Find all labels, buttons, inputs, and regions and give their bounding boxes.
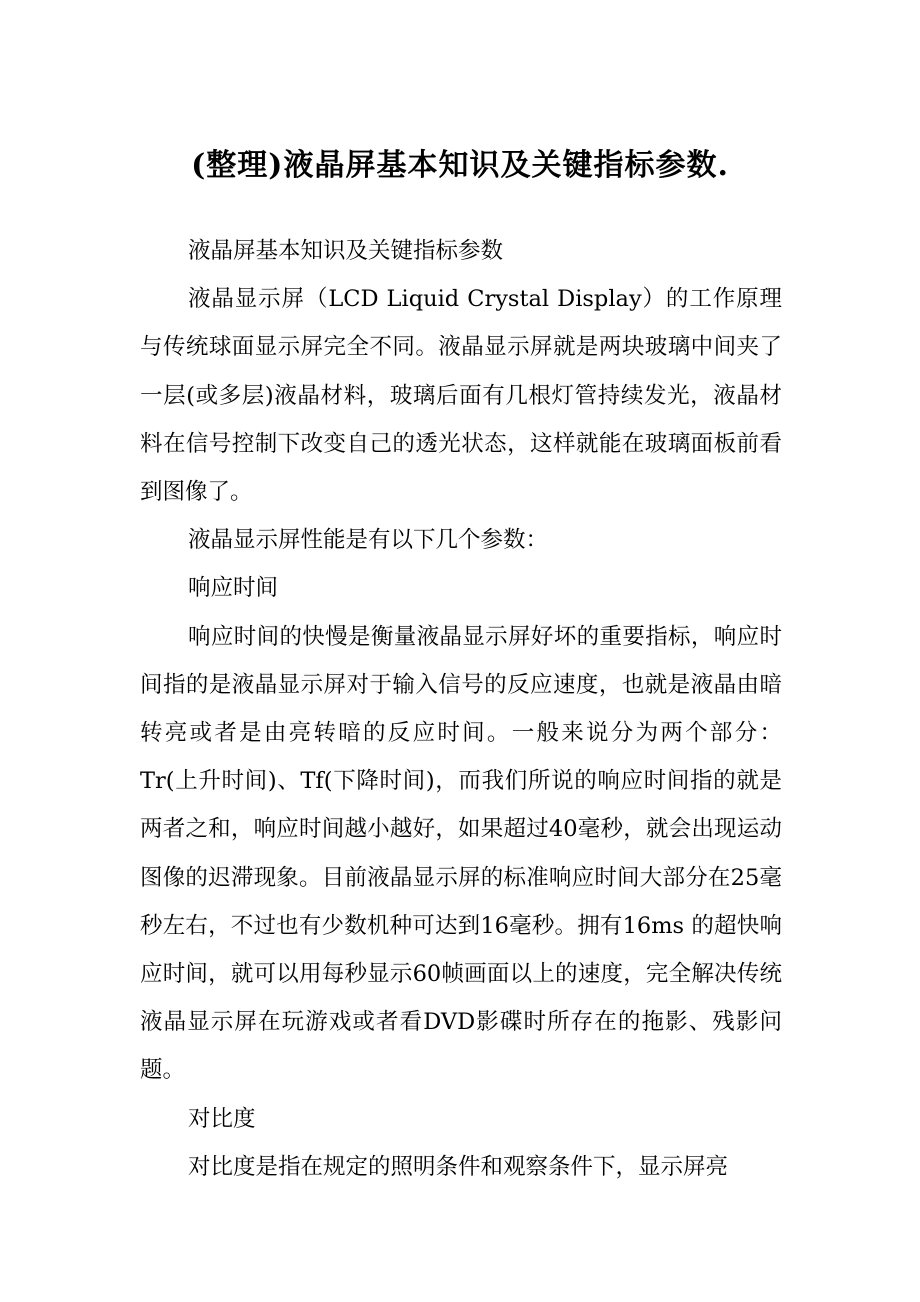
paragraph-response-time: 响应时间的快慢是衡量液晶显示屏好坏的重要指标，响应时间指的是液晶显示屏对于输入信号的反应速度，也就是液晶由暗转亮或者是由亮转暗的反应时间。一般来说分为两个部分：Tr(上升时间)、Tf(下降时间)，而我们所说的响应时间指的就是两者之和，响应时间越小越好，如果超过40毫秒，就会出现运动图像的迟滞现象。目前液晶显示屏的标准响应时间大部分在25毫秒左右，不过也有少数机种可达到16毫秒。拥有16ms 的超快响应时间，就可以用每秒显示60帧画面以上的速度，完全解决传统液晶显示屏在玩游戏或者看DVD影碟时所存在的拖影、残影问题。	[140, 623, 782, 1084]
section-heading-contrast: 对比度	[188, 1105, 256, 1132]
document-title: (整理)液晶屏基本知识及关键指标参数.	[191, 148, 729, 183]
paragraph-subtitle: 液晶屏基本知识及关键指标参数	[188, 238, 504, 264]
paragraph-parameters-intro: 液晶显示屏性能是有以下几个参数：	[188, 527, 549, 554]
paragraph-lcd-intro: 液晶显示屏（LCD Liquid Crystal Display）的工作原理与传统球面显示屏完全不同。液晶显示屏就是两块玻璃中间夹了一层(或多层)液晶材料，玻璃后面有几根灯管持续发光，液晶材料在信号控制下改变自己的透光状态，这样就能在玻璃面板前看到图像了。	[140, 286, 782, 506]
paragraph-contrast: 对比度是指在规定的照明条件和观察条件下，显示屏亮	[188, 1153, 729, 1180]
document-body	[140, 227, 782, 1191]
section-heading-response-time: 响应时间	[188, 575, 279, 602]
